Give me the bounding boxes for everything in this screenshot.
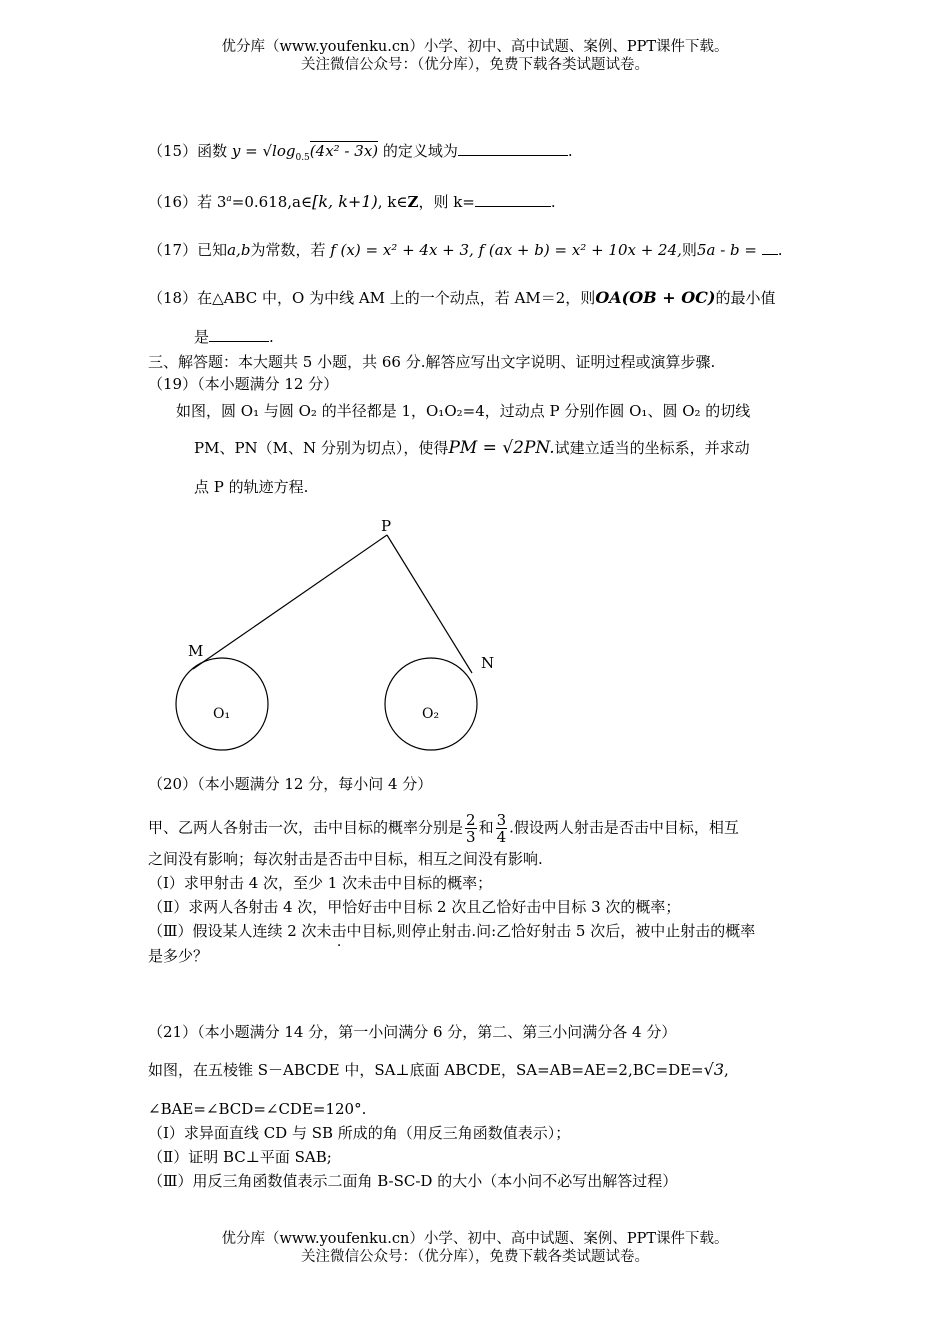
question-text: 若 3 bbox=[197, 193, 227, 211]
question-text: 在△ABC 中，O 为中线 AM 上的一个动点，若 AM＝2，则 bbox=[197, 289, 596, 307]
question-text: ，则 k= bbox=[418, 193, 475, 211]
question-20-part-1: （Ⅰ）求甲射击 4 次，至少 1 次未击中目标的概率； bbox=[148, 874, 493, 892]
question-19-title: （19）（本小题满分 12 分） bbox=[148, 375, 339, 393]
variables: a,b bbox=[227, 241, 251, 259]
label-m: M bbox=[188, 642, 204, 660]
question-16: （16）若 $3^a=0.618,a\in[k$, k+1), k∈Z，则 k= . bbox=[148, 192, 556, 211]
circle-o1 bbox=[176, 658, 268, 750]
question-text: PM、PN（M、N 分别为切点），使得 bbox=[194, 439, 449, 457]
period: . bbox=[777, 241, 783, 259]
question-number: （15） bbox=[148, 142, 198, 160]
question-21-line-1 bbox=[148, 1060, 729, 1080]
exponent: a bbox=[226, 194, 232, 204]
question-text: 试建立适当的坐标系，并求动 bbox=[554, 439, 750, 457]
footer-line-1: 优分库（www.youfenku.cn）小学、初中、高中试题、案例、PPT课件下载。 bbox=[221, 1231, 729, 1247]
footer-line-2: 关注微信公众号：（优分库），免费下载各类试题试卷。 bbox=[301, 1249, 649, 1265]
integer-set: Z bbox=[407, 193, 419, 211]
question-text: 甲、乙两人各射击一次，击中目标的概率分别是 bbox=[148, 818, 464, 837]
question-21-part-2: （Ⅱ）证明 BC⊥平面 SAB; bbox=[148, 1148, 332, 1166]
question-21-line-2: ∠BAE=∠BCD=∠CDE=120°. bbox=[148, 1100, 367, 1118]
question-text: 的定义域为 bbox=[382, 142, 458, 160]
header-line-1: 优分库（www.youfenku.cn）小学、初中、高中试题、案例、PPT课件下载。 bbox=[221, 39, 729, 55]
question-text: 为常数，若 bbox=[250, 241, 326, 259]
label-n: N bbox=[481, 654, 495, 672]
question-18-cont: 是 . bbox=[194, 328, 274, 346]
question-text: 和 bbox=[478, 818, 494, 837]
section-heading: 三、解答题：本大题共 5 小题，共 66 分.解答应写出文字说明、证明过程或演算步骤. bbox=[148, 353, 716, 371]
question-20-line-2: 之间没有影响；每次射击是否击中目标，相互之间没有影响. bbox=[148, 850, 543, 868]
vector-expression: OA(OB + OC) bbox=[595, 288, 716, 307]
fraction-3-4: $\frac{3}{4}$ bbox=[496, 811, 507, 846]
question-text: 目标,则停止射击.问:乙恰好射击 5 次后，被中止射击的概率 bbox=[361, 922, 756, 940]
question-21-title: （21）（本小题满分 14 分，第一小问满分 6 分，第二、第三小问满分各 4 分） bbox=[148, 1023, 677, 1041]
question-text: 已知 bbox=[197, 241, 228, 259]
question-text: 是 bbox=[194, 328, 210, 346]
question-20-line-1 bbox=[148, 812, 739, 845]
formula-arg: (4x² - 3x) bbox=[309, 142, 379, 160]
label-o2: O₂ bbox=[422, 706, 440, 722]
tangent-line-pm bbox=[193, 535, 387, 669]
question-text: , k∈ bbox=[377, 193, 408, 211]
question-20-part-3 bbox=[148, 921, 755, 941]
interval: [k, k+1) bbox=[312, 192, 378, 211]
question-text: =0.618,a∈ bbox=[231, 193, 313, 211]
question-text: , bbox=[724, 1061, 729, 1079]
question-number: （16） bbox=[148, 193, 198, 211]
question-19-line-3: 点 P 的轨迹方程. bbox=[194, 478, 309, 496]
formula: PM = √2PN. bbox=[448, 438, 555, 458]
header-line-2: 关注微信公众号：（优分库），免费下载各类试题试卷。 bbox=[301, 57, 649, 73]
fraction-2-3: $\frac{2}{3}$ bbox=[466, 811, 476, 846]
question-21-part-1: （Ⅰ）求异面直线 CD 与 SB 所成的角（用反三角函数值表示）； bbox=[148, 1124, 571, 1142]
formula: 5a - b = bbox=[696, 241, 757, 259]
question-text: 如图，在五棱锥 S－ABCDE 中，SA⊥底面 ABCDE，SA=AB=AE=2,BC=DE= bbox=[148, 1061, 704, 1079]
log-base: 0.5 bbox=[295, 153, 310, 163]
circle-o2 bbox=[385, 658, 477, 750]
question-20-part-2: （Ⅱ）求两人各射击 4 次，甲恰好击中目标 2 次且乙恰好击中目标 3 次的概率； bbox=[148, 898, 681, 916]
question-text: 函数 bbox=[197, 142, 228, 160]
label-p: P bbox=[381, 517, 392, 535]
question-20-part-3-cont: 是多少？ bbox=[148, 947, 209, 965]
question-21-part-3: （Ⅲ）用反三角函数值表示二面角 B-SC-D 的大小（本小问不必写出解答过程） bbox=[148, 1172, 678, 1190]
tangent-line-pn bbox=[387, 535, 472, 673]
label-o1: O₁ bbox=[213, 706, 231, 722]
question-text: .假设两人射击是否击中目标，相互 bbox=[509, 818, 739, 837]
question-19-line-1: 如图，圆 O₁ 与圆 O₂ 的半径都是 1，O₁O₂=4，过动点 P 分别作圆 O₁、圆 O₂ 的切线 bbox=[176, 402, 751, 420]
question-text: 的最小值 bbox=[715, 289, 776, 307]
emphasis-text: 未击中 bbox=[316, 922, 362, 940]
question-text: （Ⅲ）假设某人连续 2 次 bbox=[148, 922, 317, 940]
question-15: （15）函数 $y = √\log_{0.5}(4x^2 - 3x)$ 的定义域为 . bbox=[148, 142, 573, 163]
formula: f (x) = x² + 4x + 3, f (ax + b) = x² + 10x + 24, bbox=[330, 241, 682, 259]
question-number: （18） bbox=[148, 289, 198, 307]
question-20-title: （20）（本小题满分 12 分，每小问 4 分） bbox=[148, 775, 433, 793]
question-text: 则 bbox=[681, 241, 697, 259]
sqrt-3: √3 bbox=[703, 1060, 724, 1079]
formula: y = √log bbox=[231, 142, 296, 160]
question-number: （17） bbox=[148, 241, 198, 259]
